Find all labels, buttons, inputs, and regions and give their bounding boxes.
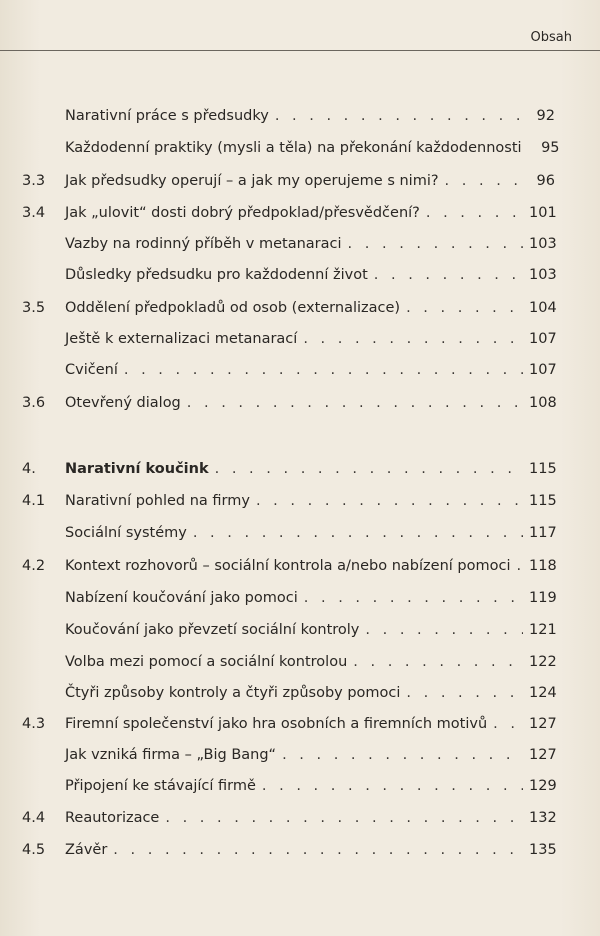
toc-entry-page: 135 bbox=[529, 842, 557, 858]
toc-entry bbox=[0, 263, 600, 287]
toc-entry bbox=[0, 586, 600, 610]
toc-entry-title: Jak „ulovit“ dosti dobrý předpoklad/přesvědčení? bbox=[65, 205, 420, 221]
toc-entry-number: 4.2 bbox=[22, 558, 46, 574]
dot-leader bbox=[406, 681, 523, 705]
toc-entry bbox=[0, 681, 600, 705]
toc-entry-page: 107 bbox=[529, 331, 557, 347]
toc-entry-page: 118 bbox=[529, 558, 557, 574]
toc-entry-title: Reautorizace bbox=[65, 810, 160, 826]
dot-leader bbox=[406, 296, 523, 320]
toc-entry bbox=[0, 521, 600, 545]
toc-entry-number: 4.4 bbox=[22, 810, 46, 826]
toc-entry-title: Otevřený dialog bbox=[65, 395, 181, 411]
dot-leader bbox=[365, 618, 523, 642]
toc-entry bbox=[0, 650, 600, 674]
dot-leader bbox=[493, 712, 523, 736]
toc-entry-page: 103 bbox=[529, 267, 557, 283]
toc-entry-title: Narativní pohled na firmy bbox=[65, 493, 250, 509]
toc-entry-number: 4.3 bbox=[22, 716, 46, 732]
toc-entry-title: Kontext rozhovorů – sociální kontrola a/nebo nabízení pomoci bbox=[65, 558, 511, 574]
toc-entry-number: 3.4 bbox=[22, 205, 46, 221]
toc-entry-title: Závěr bbox=[65, 842, 108, 858]
dot-leader bbox=[353, 650, 523, 674]
toc-entry-title: Připojení ke stávající firmě bbox=[65, 778, 256, 794]
toc-entry bbox=[0, 618, 600, 642]
toc-entry bbox=[0, 201, 600, 225]
toc-entry-title: Oddělení předpokladů od osob (externalizace) bbox=[65, 300, 401, 316]
toc-entry bbox=[0, 296, 600, 320]
toc-entry-page: 108 bbox=[529, 395, 557, 411]
toc-entry-title: Firemní společenství jako hra osobních a firemních motivů bbox=[65, 716, 488, 732]
header-rule bbox=[0, 50, 600, 51]
toc-entry-page: 129 bbox=[529, 778, 557, 794]
toc-entry-page: 124 bbox=[529, 685, 557, 701]
toc-entry-title: Volba mezi pomocí a sociální kontrolou bbox=[65, 654, 348, 670]
toc-entry bbox=[0, 391, 600, 415]
toc-entry-number: 3.5 bbox=[22, 300, 46, 316]
toc-entry-page: 127 bbox=[529, 716, 557, 732]
toc-entry-title: Ještě k externalizaci metanarací bbox=[65, 331, 298, 347]
dot-leader bbox=[165, 806, 523, 830]
toc-entry-number: 4.5 bbox=[22, 842, 46, 858]
dot-leader bbox=[304, 586, 523, 610]
toc-entry-page: 107 bbox=[529, 362, 557, 378]
toc-entry-page: 96 bbox=[536, 173, 555, 189]
toc-entry-title: Čtyři způsoby kontroly a čtyři způsoby pomoci bbox=[65, 685, 401, 701]
toc-entry-page: 103 bbox=[529, 236, 557, 252]
dot-leader bbox=[113, 838, 523, 862]
toc-entry-title: Každodenní praktiky (mysli a těla) na překonání každodennosti bbox=[65, 140, 522, 156]
toc-entry-title: Narativní práce s předsudky bbox=[65, 108, 269, 124]
dot-leader bbox=[516, 554, 523, 578]
toc-entry bbox=[0, 489, 600, 513]
toc-entry bbox=[0, 838, 600, 862]
toc-entry-title: Sociální systémy bbox=[65, 525, 187, 541]
toc-entry bbox=[0, 743, 600, 767]
toc-entry-page: 95 bbox=[541, 140, 560, 156]
dot-leader bbox=[262, 774, 523, 798]
toc-entry-page: 132 bbox=[529, 810, 557, 826]
dot-leader bbox=[282, 743, 523, 767]
toc-entry-page: 115 bbox=[529, 493, 557, 509]
toc-entry bbox=[0, 457, 600, 481]
toc-entry bbox=[0, 712, 600, 736]
toc-entry bbox=[0, 169, 600, 193]
dot-leader bbox=[215, 457, 523, 481]
toc-entry-page: 104 bbox=[529, 300, 557, 316]
toc-entry-page: 122 bbox=[529, 654, 557, 670]
toc-entry bbox=[0, 104, 600, 128]
dot-leader bbox=[256, 489, 523, 513]
toc-entry-page: 127 bbox=[529, 747, 557, 763]
toc-entry-number: 3.3 bbox=[22, 173, 46, 189]
toc-entry bbox=[0, 232, 600, 256]
dot-leader bbox=[426, 201, 523, 225]
toc-entry-number: 3.6 bbox=[22, 395, 46, 411]
toc-entry-title: Nabízení koučování jako pomoci bbox=[65, 590, 298, 606]
dot-leader bbox=[445, 169, 523, 193]
toc-entry-number: 4. bbox=[22, 461, 36, 477]
toc-entry-title: Cvičení bbox=[65, 362, 118, 378]
dot-leader bbox=[348, 232, 523, 256]
toc-entry-title: Jak předsudky operují – a jak my operujeme s nimi? bbox=[65, 173, 439, 189]
toc-entry-number: 4.1 bbox=[22, 493, 46, 509]
toc-entry-title: Vazby na rodinný příběh v metanaraci bbox=[65, 236, 342, 252]
dot-leader bbox=[275, 104, 523, 128]
dot-leader bbox=[303, 327, 523, 351]
dot-leader bbox=[193, 521, 523, 545]
dot-leader bbox=[374, 263, 523, 287]
toc-entry-title: Důsledky předsudku pro každodenní život bbox=[65, 267, 368, 283]
toc-entry-page: 119 bbox=[529, 590, 557, 606]
toc-entry bbox=[0, 554, 600, 578]
toc-entry bbox=[0, 136, 600, 160]
toc-entry-title: Jak vzniká firma – „Big Bang“ bbox=[65, 747, 277, 763]
toc-entry bbox=[0, 774, 600, 798]
running-head: Obsah bbox=[530, 30, 572, 45]
toc-entry bbox=[0, 358, 600, 382]
toc-entry bbox=[0, 327, 600, 351]
dot-leader bbox=[124, 358, 523, 382]
toc-entry-page: 92 bbox=[536, 108, 555, 124]
dot-leader bbox=[187, 391, 523, 415]
toc-entry-title: Koučování jako převzetí sociální kontroly bbox=[65, 622, 360, 638]
toc-entry-page: 115 bbox=[529, 461, 557, 477]
toc-entry-page: 117 bbox=[529, 525, 557, 541]
toc-entry-title: Narativní koučink bbox=[65, 461, 209, 477]
toc-entry-page: 101 bbox=[529, 205, 557, 221]
toc-entry-page: 121 bbox=[529, 622, 557, 638]
toc-entry bbox=[0, 806, 600, 830]
